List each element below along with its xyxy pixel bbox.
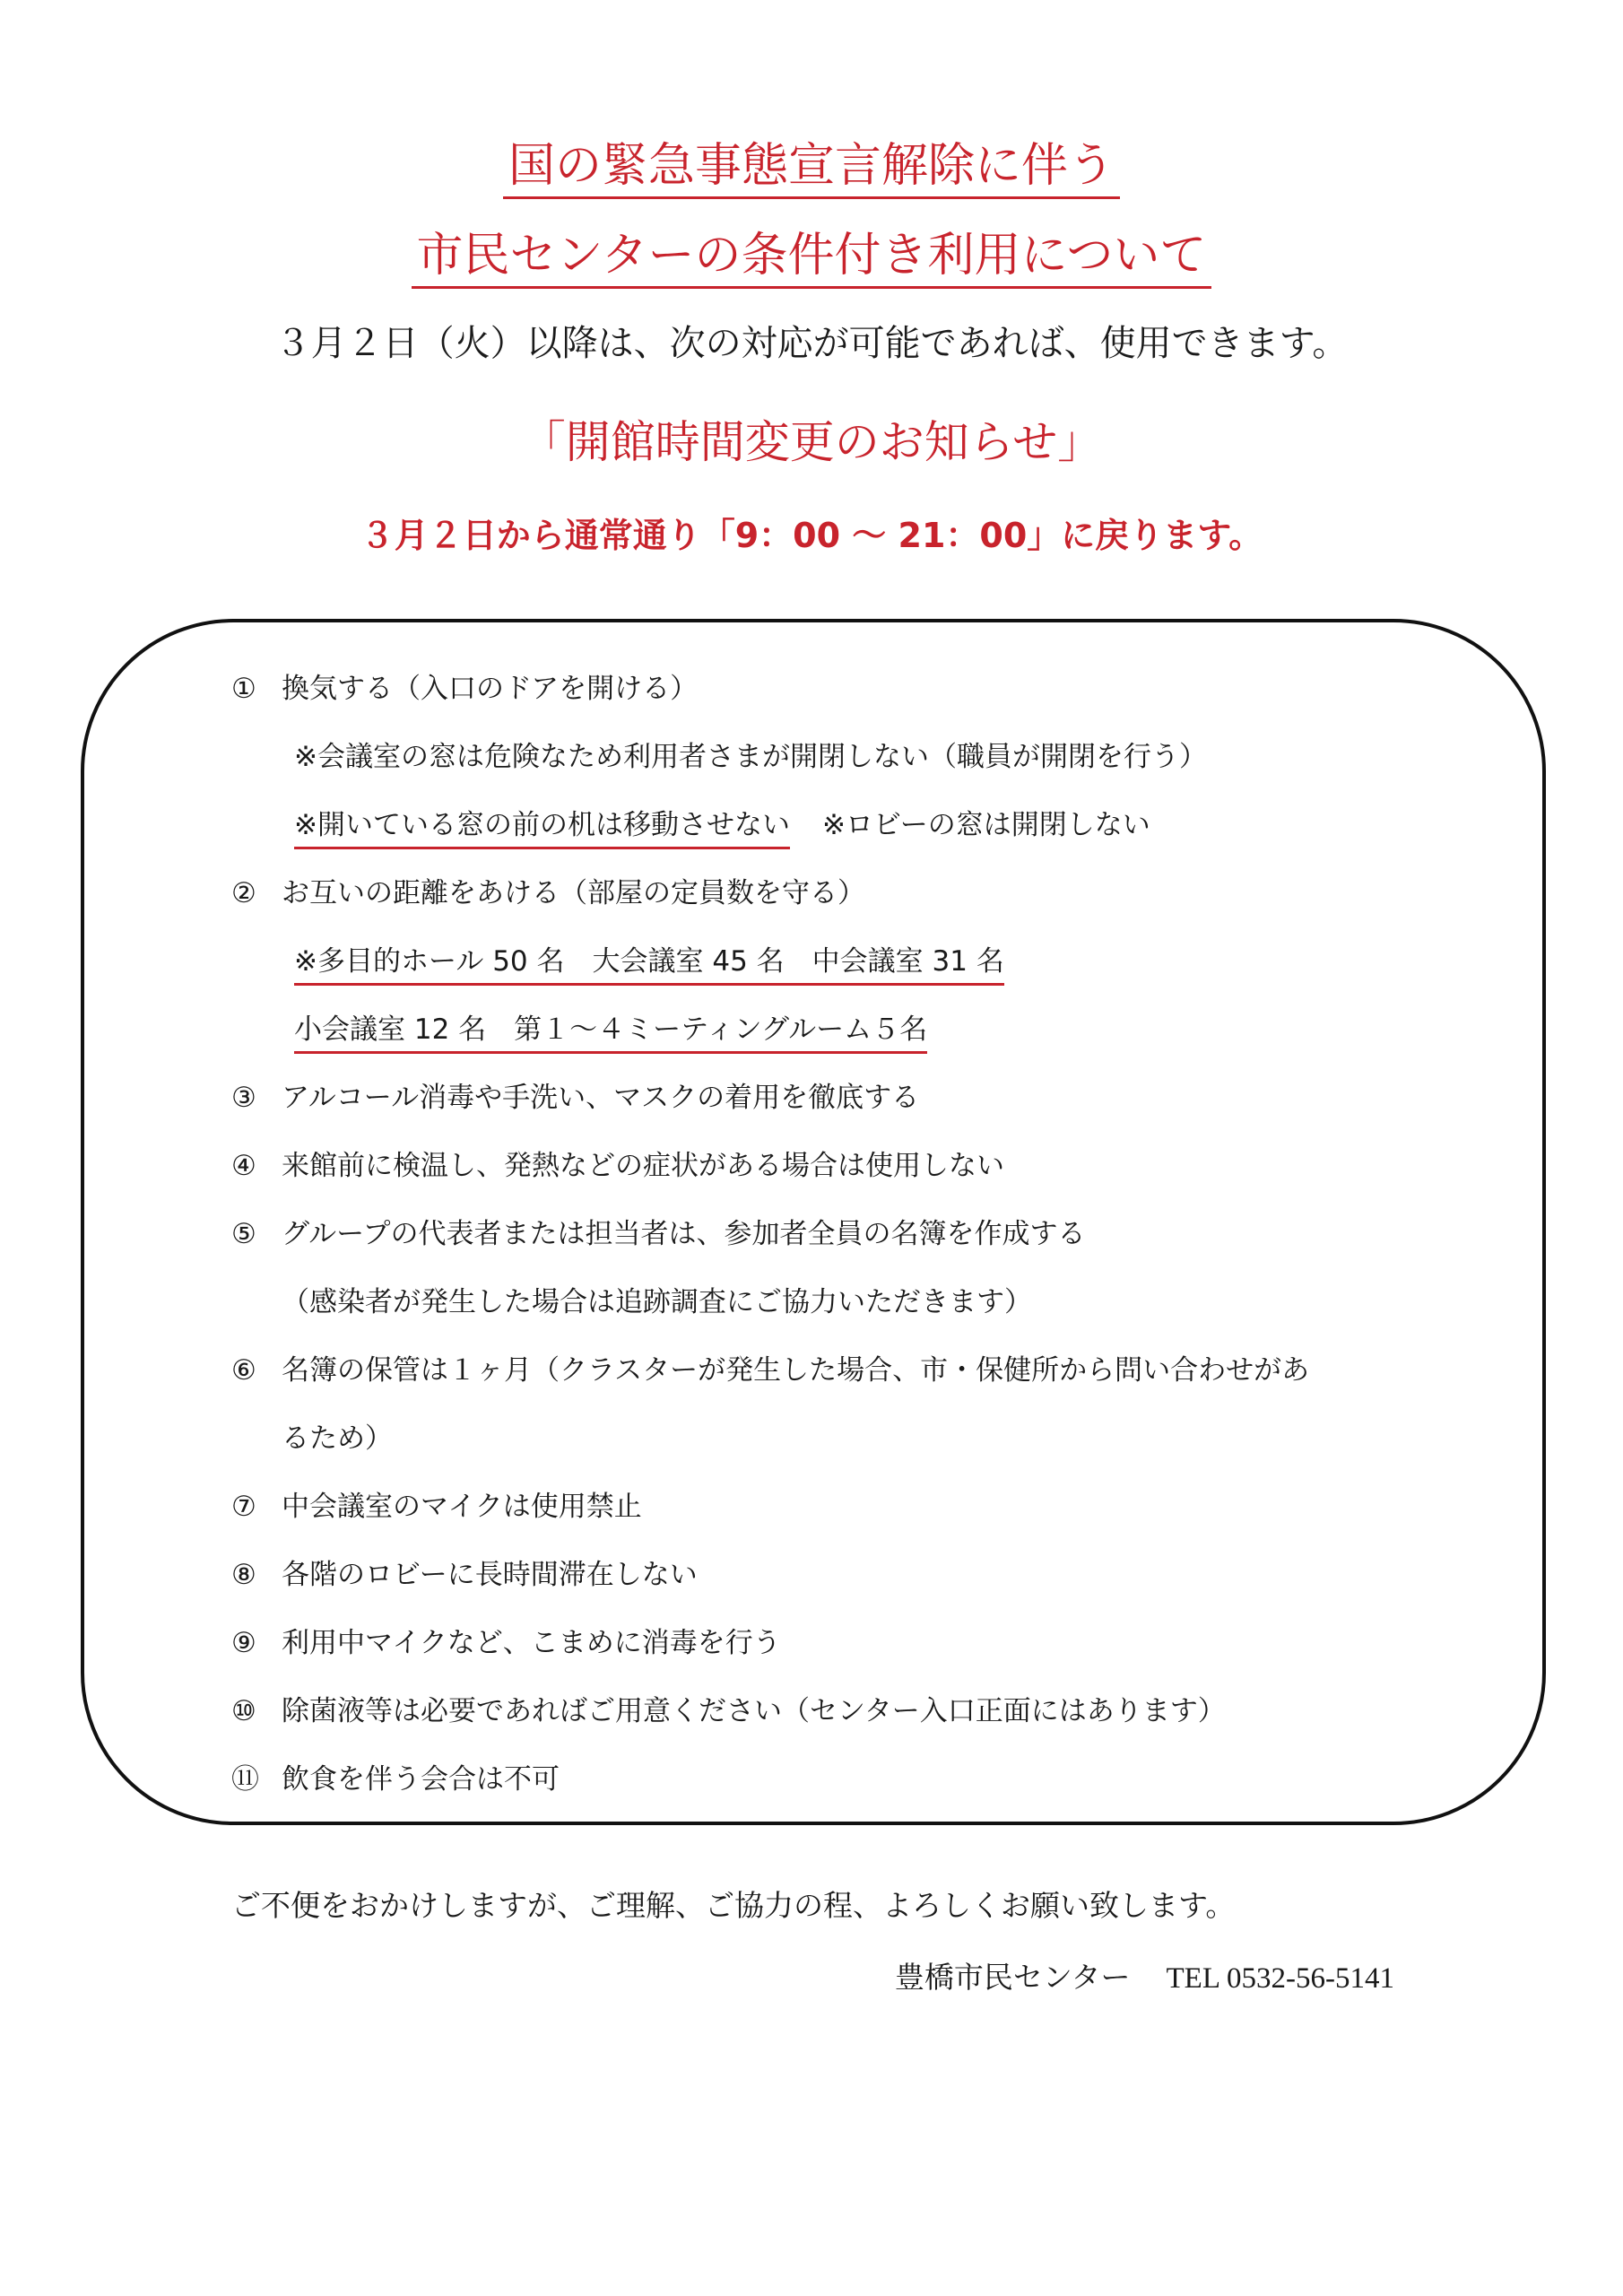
rule-number: ⑥ bbox=[231, 1354, 256, 1387]
title-line-2-text: 市民センターの条件付き利用について bbox=[412, 229, 1212, 289]
rule-text: 換気する（入口のドアを開ける） bbox=[282, 673, 699, 705]
notice-hours: ３月２日から通常通り「9：00 ～ 21：00」に戻ります。 bbox=[360, 516, 1263, 555]
rule-11 bbox=[231, 1745, 1487, 1813]
rule-3 bbox=[231, 1064, 1487, 1132]
rule-number: ⑨ bbox=[231, 1627, 256, 1659]
rule-number: ⑤ bbox=[231, 1218, 256, 1250]
rule-5 bbox=[231, 1200, 1487, 1268]
rule-1-note-desk bbox=[231, 791, 1487, 859]
rule-5-continuation bbox=[231, 1268, 1487, 1336]
rule-text: 飲食を伴う会合は不可 bbox=[282, 1763, 560, 1796]
rule-2 bbox=[231, 859, 1487, 927]
rule-2-capacity-line-1 bbox=[231, 927, 1487, 996]
capacity-text: 小会議室 12 名 第１～４ミーティングルーム５名 bbox=[294, 1013, 927, 1054]
notice-heading: 「開館時間変更のお知らせ」 bbox=[520, 416, 1103, 468]
organization-name: 豊橋市民センター bbox=[894, 1960, 1131, 1995]
rule-number: ① bbox=[231, 673, 256, 705]
intro-text: ３月２日（火）以降は、次の対応が可能であれば、使用できます。 bbox=[274, 323, 1349, 364]
rule-text: アルコール消毒や手洗い、マスクの着用を徹底する bbox=[282, 1082, 920, 1114]
rule-number: ③ bbox=[231, 1082, 256, 1114]
rule-6 bbox=[231, 1336, 1487, 1405]
rule-text: （感染者が発生した場合は追跡調査にご協力いただきます） bbox=[282, 1286, 1032, 1318]
rule-text: 中会議室のマイクは使用禁止 bbox=[282, 1491, 642, 1523]
rule-4 bbox=[231, 1132, 1487, 1200]
closing-message: ご不便をおかけしますが、ご理解、ご協力の程、よろしくお願い致します。 bbox=[231, 1888, 1236, 1923]
rule-10 bbox=[231, 1677, 1487, 1745]
rule-number: ④ bbox=[231, 1150, 256, 1182]
signature bbox=[895, 1955, 1394, 2001]
rule-text: 各階のロビーに長時間滞在しない bbox=[282, 1559, 698, 1591]
telephone-number: TEL 0532-56-5141 bbox=[1166, 1962, 1394, 1995]
rule-text: 除菌液等は必要であればご用意ください（センター入口正面にはあります） bbox=[282, 1695, 1226, 1727]
rule-7 bbox=[231, 1473, 1487, 1541]
rule-note-text: ※ロビーの窓は開閉しない bbox=[821, 809, 1150, 841]
rule-number: ⑦ bbox=[231, 1491, 256, 1523]
title-line-2 bbox=[0, 224, 1623, 287]
rule-1-note-window bbox=[231, 723, 1487, 791]
rule-text: 利用中マイクなど、こまめに消毒を行う bbox=[282, 1627, 781, 1659]
rule-8 bbox=[231, 1541, 1487, 1609]
rule-text: お互いの距離をあける（部屋の定員数を守る） bbox=[282, 877, 865, 909]
rule-9 bbox=[231, 1609, 1487, 1677]
rule-2-capacity-line-2 bbox=[231, 996, 1487, 1064]
rules-list bbox=[231, 655, 1487, 1813]
rule-note-text: ※会議室の窓は危険なため利用者さまが開閉しない（職員が開閉を行う） bbox=[294, 741, 1207, 773]
rule-text: 来館前に検温し、発熱などの症状がある場合は使用しない bbox=[282, 1150, 1004, 1182]
title-line-1 bbox=[0, 135, 1623, 197]
rule-text: グループの代表者または担当者は、参加者全員の名簿を作成する bbox=[282, 1218, 1086, 1250]
title-line-1-text: 国の緊急事態宣言解除に伴う bbox=[503, 139, 1120, 199]
rule-number: ⑧ bbox=[231, 1559, 256, 1591]
capacity-text: ※多目的ホール 50 名 大会議室 45 名 中会議室 31 名 bbox=[294, 945, 1004, 986]
rule-note-text-underlined: ※開いている窓の前の机は移動させない bbox=[294, 809, 790, 849]
rule-text: 名簿の保管は１ヶ月（クラスターが発生した場合、市・保健所から問い合わせがあ bbox=[282, 1354, 1310, 1387]
rule-text: るため） bbox=[282, 1422, 393, 1455]
rule-number: ② bbox=[231, 877, 256, 909]
rule-1 bbox=[231, 655, 1487, 723]
rule-number: ⑩ bbox=[231, 1695, 256, 1727]
rule-number: ⑪ bbox=[231, 1763, 259, 1796]
rule-6-continuation bbox=[231, 1405, 1487, 1473]
